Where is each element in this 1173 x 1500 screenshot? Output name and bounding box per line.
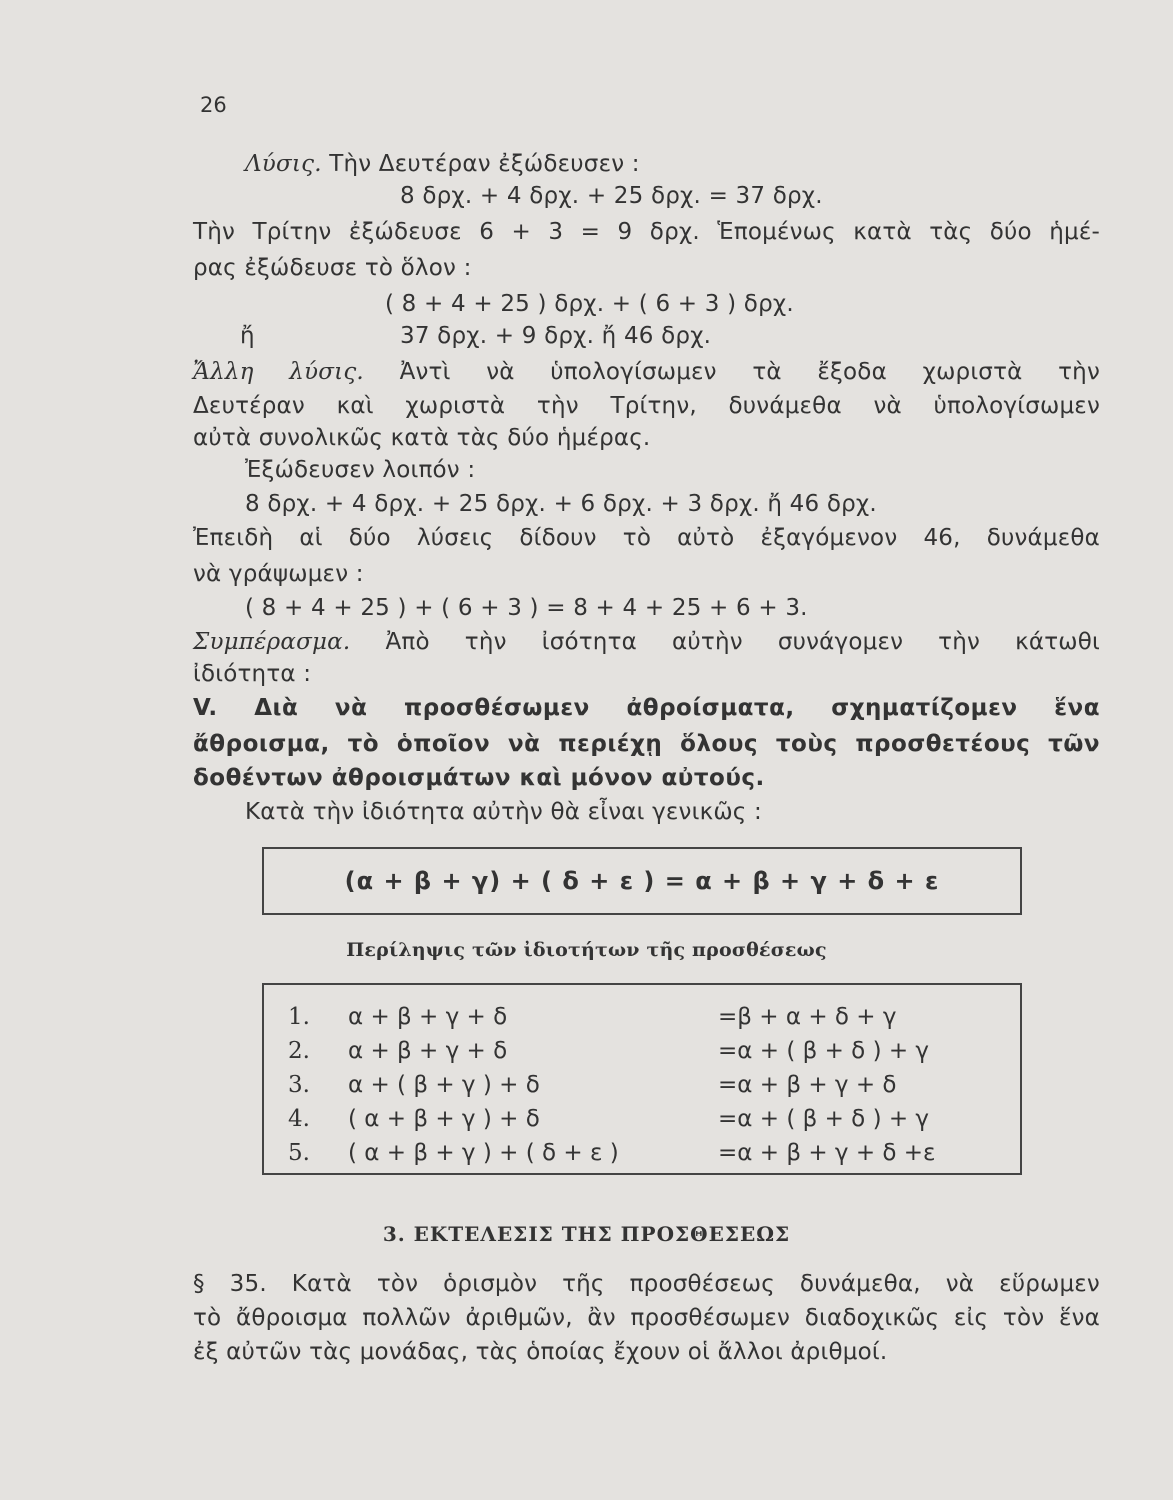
text-line-20: Κατὰ τὴν ἰδιότητα αὐτὴν θὰ εἶναι γενικῶς :	[245, 799, 762, 825]
summary-table	[262, 983, 1022, 1175]
row-left-expression: α + ( β + γ ) + δ	[348, 1072, 540, 1098]
calc-line-3: 37 δρχ. + 9 δρχ. ἤ 46 δρχ.	[400, 323, 712, 349]
calc-line-2: ( 8 + 4 + 25 ) δρχ. + ( 6 + 3 ) δρχ.	[385, 291, 794, 317]
table-row	[278, 1137, 1010, 1169]
table-row	[278, 1103, 1010, 1135]
text-line-10: Ἐξώδευσεν λοιπόν :	[245, 457, 476, 483]
page-number: 26	[200, 93, 227, 117]
alt-solution-text: Ἀντὶ νὰ ὑπολογίσωμεν τὰ ἔξοδα χωριστὰ τὴν	[399, 359, 1100, 385]
rule-line-1: V. Διὰ νὰ προσθέσωμεν ἀθροίσματα, σχηματίζομεν ἕνα	[193, 695, 1100, 721]
row-number: 1.	[288, 1004, 310, 1030]
section-heading: 3. ΕΚΤΕΛΕΣΙΣ ΤΗΣ ΠΡΟΣΘΕΣΕΩΣ	[382, 1222, 791, 1246]
conclusion-text: Ἀπὸ τὴν ἰσότητα αὐτὴν συνάγομεν τὴν κάτωθι	[385, 629, 1100, 655]
summary-caption: Περίληψις τῶν ἰδιοτήτων τῆς προσθέσεως	[346, 939, 827, 961]
row-left-expression: α + β + γ + δ	[348, 1038, 508, 1064]
row-left-expression: α + β + γ + δ	[348, 1004, 508, 1030]
solution-label: Λύσις.	[245, 151, 322, 177]
conclusion-label: Συμπέρασμα.	[193, 629, 351, 655]
table-row	[278, 1035, 1010, 1067]
conclusion-line	[193, 627, 1100, 657]
text-line-16: ἰδιότητα :	[193, 661, 312, 687]
eta-marker: ἤ	[240, 323, 255, 349]
section-paragraph-line-1: § 35. Κατὰ τὸν ὁρισμὸν τῆς προσθέσεως δυνάμεθα, νὰ εὕρωμεν	[193, 1271, 1100, 1297]
row-number: 2.	[288, 1038, 310, 1064]
section-paragraph-line-2: τὸ ἄθροισμα πολλῶν ἀριθμῶν, ἂν προσθέσωμεν διαδοχικῶς εἰς τὸν ἕνα	[193, 1305, 1100, 1331]
text-line-3: Τὴν Τρίτην ἐξώδευσε 6 + 3 = 9 δρχ. Ἑπομένως κατὰ τὰς δύο ἡμέ-	[193, 219, 1100, 245]
general-formula: (α + β + γ) + ( δ + ε ) = α + β + γ + δ + ε	[344, 867, 940, 895]
calc-line-5: ( 8 + 4 + 25 ) + ( 6 + 3 ) = 8 + 4 + 25 + 6 + 3.	[245, 595, 808, 621]
solution-intro: Τὴν Δευτέραν ἐξώδευσεν :	[329, 151, 640, 177]
calc-line-1: 8 δρχ. + 4 δρχ. + 25 δρχ. = 37 δρχ.	[400, 183, 823, 209]
rule-line-3: δοθέντων ἀθροισμάτων καὶ μόνον αὐτούς.	[193, 765, 765, 791]
table-row	[278, 1001, 1010, 1033]
row-right-expression: =α + ( β + δ ) + γ	[718, 1038, 930, 1064]
row-right-expression: =α + β + γ + δ	[718, 1072, 897, 1098]
row-left-expression: ( α + β + γ ) + δ	[348, 1106, 540, 1132]
text-line-9: αὐτὰ συνολικῶς κατὰ τὰς δύο ἡμέρας.	[193, 425, 651, 451]
text-line-12: Ἐπειδὴ αἱ δύο λύσεις δίδουν τὸ αὐτὸ ἐξαγόμενον 46, δυνάμεθα	[193, 525, 1100, 551]
row-number: 5.	[288, 1140, 310, 1166]
table-row	[278, 1069, 1010, 1101]
solution-line-1	[245, 149, 640, 179]
row-right-expression: =α + ( β + δ ) + γ	[718, 1106, 930, 1132]
row-number: 4.	[288, 1106, 310, 1132]
calc-line-4: 8 δρχ. + 4 δρχ. + 25 δρχ. + 6 δρχ. + 3 δρχ. ἤ 46 δρχ.	[245, 491, 877, 517]
section-paragraph-line-3: ἐξ αὐτῶν τὰς μονάδας, τὰς ὁποίας ἔχουν οἱ ἄλλοι ἀριθμοί.	[193, 1339, 888, 1365]
text-line-8: Δευτέραν καὶ χωριστὰ τὴν Τρίτην, δυνάμεθα νὰ ὑπολογίσωμεν	[193, 393, 1100, 419]
row-right-expression: =α + β + γ + δ +ε	[718, 1140, 936, 1166]
formula-box	[262, 847, 1022, 915]
alt-solution-label: Ἄλλη λύσις.	[193, 359, 364, 385]
row-left-expression: ( α + β + γ ) + ( δ + ε )	[348, 1140, 619, 1166]
row-number: 3.	[288, 1072, 310, 1098]
alt-solution-line	[193, 357, 1100, 387]
rule-line-2: ἄθροισμα, τὸ ὁποῖον νὰ περιέχῃ ὅλους τοὺς προσθετέους τῶν	[193, 731, 1100, 757]
text-line-13: νὰ γράψωμεν :	[193, 561, 364, 587]
text-line-4: ρας ἐξώδευσε τὸ ὅλον :	[193, 255, 472, 281]
row-right-expression: =β + α + δ + γ	[718, 1004, 897, 1030]
